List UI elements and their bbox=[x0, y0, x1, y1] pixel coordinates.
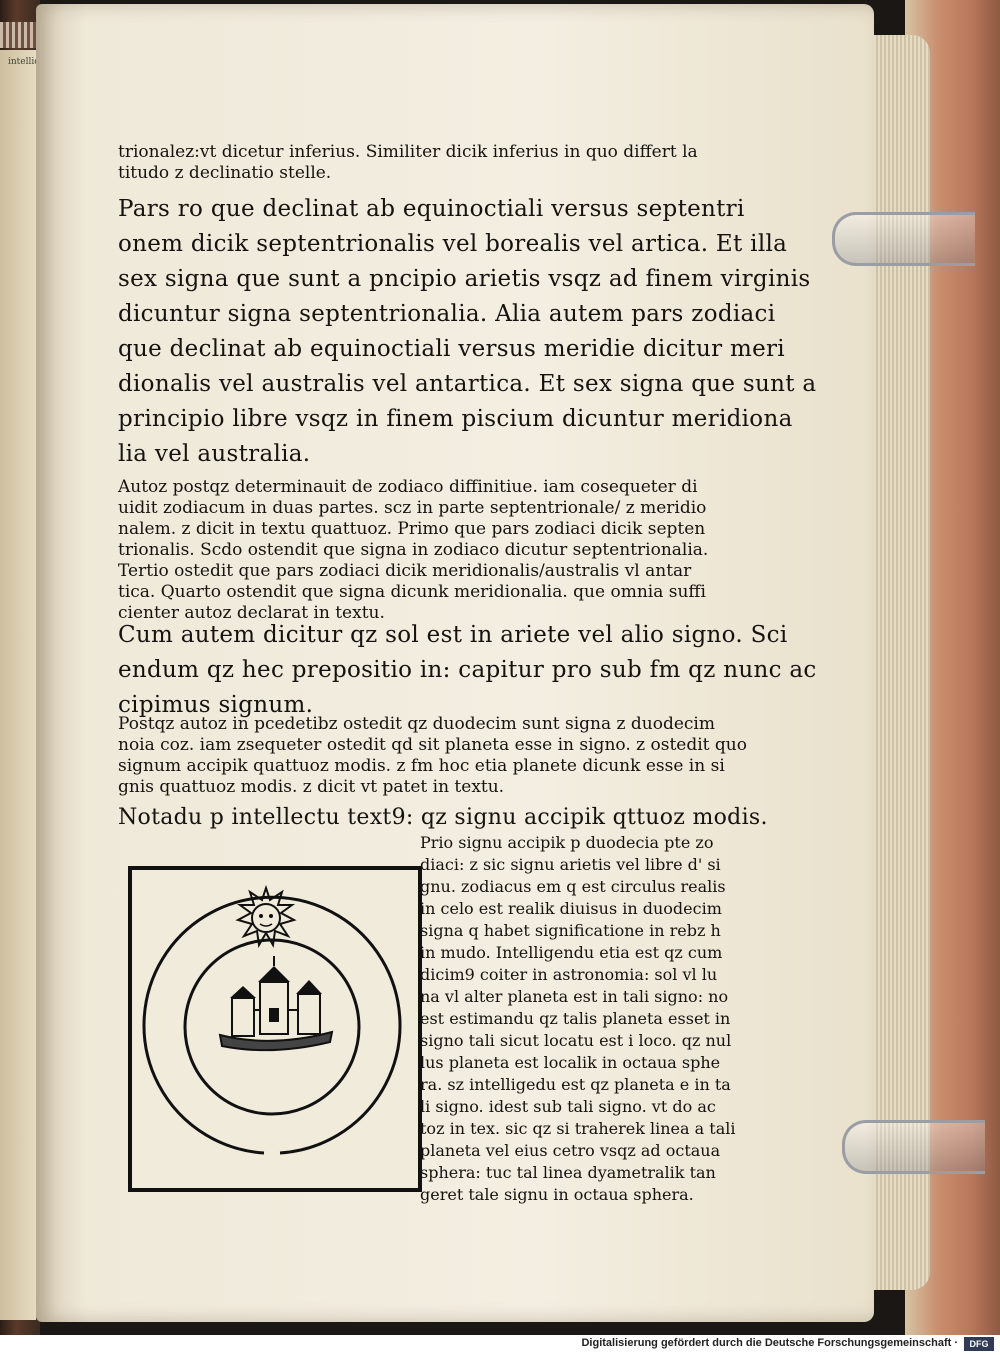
commentary-1-line: nalem. z dicit in textu quattuoz. Primo que pars zodiaci dicik septen bbox=[118, 519, 706, 539]
side-line: na vl alter planeta est in tali signo: no bbox=[420, 987, 729, 1006]
paragraph-1-line: dicuntur signa septentrionalia. Alia autem pars zodiaci bbox=[118, 301, 776, 327]
side-line: li signo. idest sub tali signo. vt do ac bbox=[420, 1097, 716, 1116]
commentary-2-line: Postqz autoz in pcedetibz ostedit qz duodecim sunt signa z duodecim bbox=[118, 714, 715, 734]
side-line: lus planeta est localik in octaua sphe bbox=[420, 1053, 721, 1072]
paragraph-1-line: principio libre vsqz in finem piscium dicuntur meridiona bbox=[118, 406, 793, 432]
side-line: signo tali sicut locatu est i loco. qz nul bbox=[420, 1031, 732, 1050]
commentary-2-line: gnis quattuoz modis. z dicit vt patet in textu. bbox=[118, 777, 505, 797]
side-line: ra. sz intelligedu est qz planeta e in ta bbox=[420, 1075, 731, 1094]
woodcut-illustration bbox=[128, 866, 422, 1192]
binding-headband bbox=[0, 22, 36, 48]
paragraph-1-line: que declinat ab equinoctiali versus meridie dicitur meri bbox=[118, 336, 785, 362]
commentary-1-line: Autoz postqz determinauit de zodiaco diffinitiue. iam cosequeter di bbox=[118, 477, 698, 497]
side-line: dicim9 coiter in astronomia: sol vl lu bbox=[420, 965, 718, 984]
paragraph-2 bbox=[118, 618, 817, 723]
page-clip-bottom bbox=[842, 1120, 985, 1174]
paragraph-1-line: lia vel australia. bbox=[118, 441, 311, 467]
commentary-1-line: trionalis. Scdo ostendit que signa in zodiaco dicutur septentrionalia. bbox=[118, 540, 709, 560]
top-line: titudo z declinatio stelle. bbox=[118, 163, 332, 183]
left-edge-line: intelli bbox=[8, 57, 35, 67]
paragraph-2-line: Cum autem dicitur qz sol est in ariete vel alio signo. Sci bbox=[118, 622, 788, 648]
side-line: geret tale signu in octaua sphera. bbox=[420, 1185, 694, 1204]
left-page-edge bbox=[0, 50, 36, 1320]
commentary-2-line: noia coz. iam zsequeter ostedit qd sit planeta esse in signo. z ostedit quo bbox=[118, 735, 747, 755]
left-page-fragments bbox=[8, 50, 34, 1320]
commentary-2 bbox=[118, 714, 748, 798]
commentary-2-line: signum accipik quattuoz modis. z fm hoc etia planete dicunk esse in si bbox=[118, 756, 725, 776]
commentary-1-line: uidit zodiacum in duas partes. scz in parte septentrionale/ z meridio bbox=[118, 498, 707, 518]
commentary-1-line: cienter autoz declarat in textu. bbox=[118, 603, 385, 623]
paragraph-1-line: sex signa que sunt a pncipio arietis vsqz ad finem virginis bbox=[118, 266, 811, 292]
paragraph-2-line: cipimus signum. bbox=[118, 692, 314, 718]
footer-bar bbox=[0, 1335, 1000, 1355]
woodcut-svg bbox=[132, 870, 410, 1180]
side-line: diaci: z sic signu arietis vel libre d' si bbox=[420, 855, 721, 874]
paragraph-1-line: Pars ro que declinat ab equinoctiali versus septentri bbox=[118, 196, 745, 222]
commentary-1 bbox=[118, 477, 748, 624]
side-line: toz in tex. sic qz si traherek linea a tali bbox=[420, 1119, 736, 1138]
commentary-side-column bbox=[420, 832, 750, 1206]
side-line: planeta vel eius cetro vsqz ad octaua bbox=[420, 1141, 721, 1160]
side-line: gnu. zodiacus em q est circulus realis bbox=[420, 877, 726, 896]
notandum-heading: Notadu p intellectu text9: qz signu accipik qttuoz modis. bbox=[118, 805, 768, 830]
side-line: Prio signu accipik p duodecia pte zo bbox=[420, 833, 714, 852]
commentary-1-line: Tertio ostedit que pars zodiaci dicik meridionalis/australis vl antar bbox=[118, 561, 692, 581]
top-line: trionalez:vt dicetur inferius. Similiter dicik inferius in quo differt la bbox=[118, 142, 698, 162]
side-line: est estimandu qz talis planeta esset in bbox=[420, 1009, 731, 1028]
paragraph-2-line: endum qz hec prepositio in: capitur pro sub fm qz nunc ac bbox=[118, 657, 817, 683]
side-line: in mudo. Intelligendu etia est qz cum bbox=[420, 943, 723, 962]
dfg-logo: DFG bbox=[964, 1337, 994, 1351]
paragraph-1-line: dionalis vel australis vel antartica. Et sex signa que sunt a bbox=[118, 371, 817, 397]
page-clip-top bbox=[832, 212, 975, 266]
paragraph-1-line: onem dicik septentrionalis vel borealis vel artica. Et illa bbox=[118, 231, 788, 257]
top-lines bbox=[118, 142, 748, 184]
commentary-1-line: tica. Quarto ostendit que signa dicunk meridionalia. que omnia suffi bbox=[118, 582, 706, 602]
side-line: in celo est realik diuisus in duodecim bbox=[420, 899, 722, 918]
side-line: sphera: tuc tal linea dyametralik tan bbox=[420, 1163, 716, 1182]
side-line: signa q habet significatione in rebz h bbox=[420, 921, 721, 940]
digitization-credit: Digitalisierung gefördert durch die Deutsche Forschungsgemeinschaft · bbox=[581, 1337, 958, 1349]
paragraph-1 bbox=[118, 192, 817, 472]
